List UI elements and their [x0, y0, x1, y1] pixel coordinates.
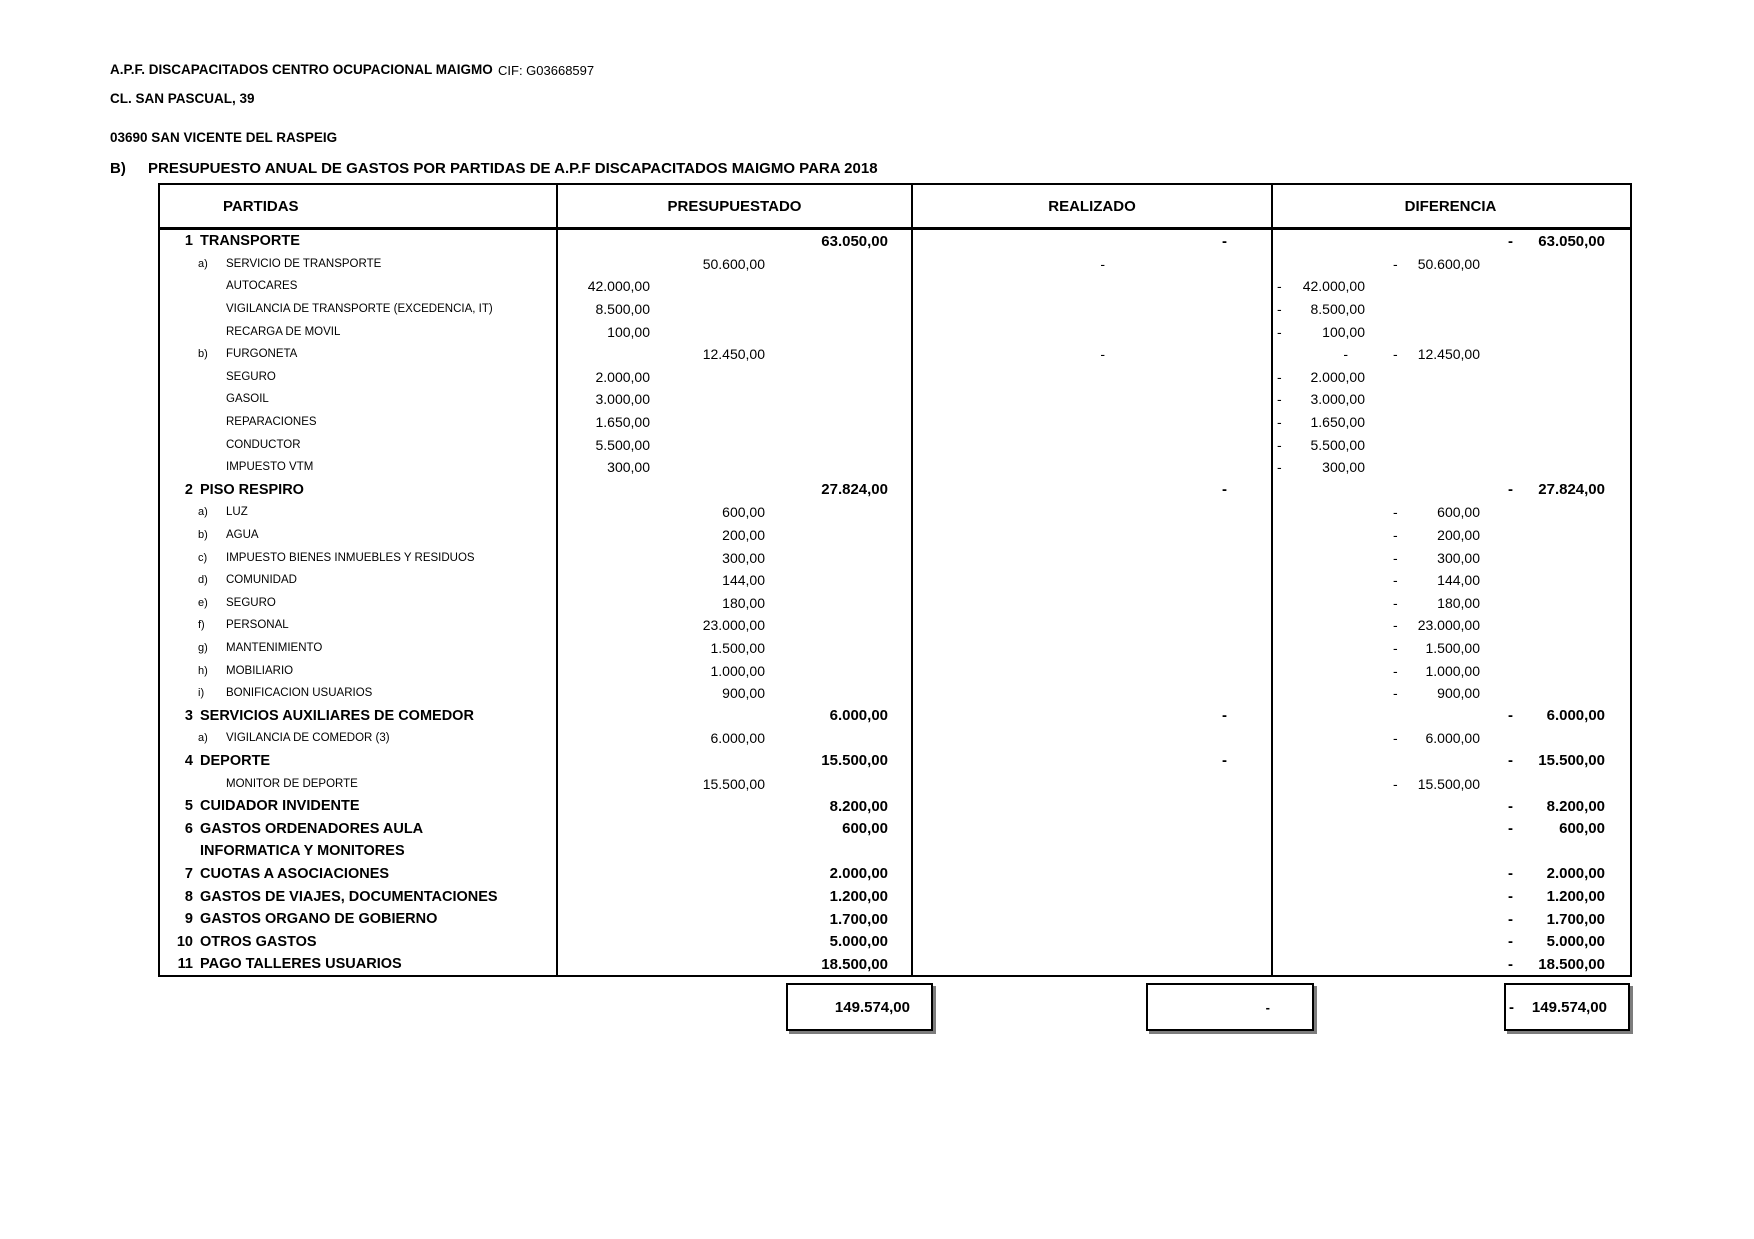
partida-number: 9 — [184, 911, 193, 928]
diferencia-minus: - — [1393, 639, 1398, 656]
realizado-dash: - — [1100, 255, 1105, 272]
diferencia-value: 5.500,00 — [1310, 436, 1365, 453]
realizado-dash: - — [1222, 232, 1227, 250]
diferencia-minus: - — [1277, 323, 1282, 340]
diferencia-value: 1.700,00 — [1546, 910, 1605, 928]
presupuestado-value: 600,00 — [842, 820, 888, 838]
diferencia-value: 900,00 — [1437, 685, 1480, 702]
partida-label: MANTENIMIENTO — [226, 641, 323, 654]
partida-label: MOBILIARIO — [226, 664, 294, 677]
diferencia-minus: - — [1277, 368, 1282, 385]
partida-letter: c) — [198, 551, 208, 564]
partida-label: MONITOR DE DEPORTE — [226, 777, 358, 790]
diferencia-value: 5.000,00 — [1546, 933, 1605, 951]
table-row — [160, 298, 1630, 321]
table-row — [160, 433, 1630, 456]
diferencia-value: 600,00 — [1437, 504, 1480, 521]
presupuestado-value: 200,00 — [722, 527, 765, 544]
partida-letter: b) — [198, 529, 208, 542]
presupuestado-value: 50.600,00 — [702, 255, 765, 272]
table-row — [160, 479, 1630, 502]
diferencia-minus: - — [1508, 752, 1513, 770]
diferencia-value: 1.200,00 — [1546, 888, 1605, 906]
realizado-dash: - — [1222, 752, 1227, 770]
presupuestado-value: 1.650,00 — [595, 414, 650, 431]
diferencia-value: 100,00 — [1322, 323, 1365, 340]
diferencia-value: 23.000,00 — [1417, 617, 1480, 634]
doc-title: PRESUPUESTO ANUAL DE GASTOS POR PARTIDAS DE A.P.F DISCAPACITADOS MAIGMO PARA 2018 — [148, 160, 878, 177]
table-row — [160, 727, 1630, 750]
partida-label: TRANSPORTE — [200, 233, 300, 250]
table-row — [160, 592, 1630, 615]
section-letter: B) — [110, 160, 126, 177]
diferencia-minus: - — [1393, 346, 1398, 363]
presupuestado-value: 23.000,00 — [702, 617, 765, 634]
table-header-row — [160, 185, 1630, 230]
table-row — [160, 366, 1630, 389]
partida-letter: i) — [198, 687, 205, 700]
partida-label: CONDUCTOR — [226, 438, 301, 451]
diferencia-value: 18.500,00 — [1538, 955, 1605, 973]
partida-label: OTROS GASTOS — [200, 933, 317, 950]
partida-label: VIGILANCIA DE TRANSPORTE (EXCEDENCIA, IT) — [226, 303, 493, 316]
presupuestado-value: 300,00 — [607, 459, 650, 476]
partida-letter: h) — [198, 664, 208, 677]
diferencia-minus: - — [1393, 504, 1398, 521]
presupuestado-value: 600,00 — [722, 504, 765, 521]
diferencia-minus: - — [1393, 527, 1398, 544]
diferencia-value: 1.500,00 — [1425, 639, 1480, 656]
presupuestado-value: 42.000,00 — [587, 278, 650, 295]
diferencia-value: 3.000,00 — [1310, 391, 1365, 408]
presupuestado-value: 144,00 — [722, 572, 765, 589]
diferencia-value: 63.050,00 — [1538, 232, 1605, 250]
partida-label: INFORMATICA Y MONITORES — [200, 843, 405, 860]
diferencia-value: 200,00 — [1437, 527, 1480, 544]
table-body — [160, 230, 1630, 976]
diferencia-minus: - — [1393, 685, 1398, 702]
diferencia-value: 15.500,00 — [1538, 752, 1605, 770]
partida-label: GASTOS ORDENADORES AULA — [200, 820, 424, 837]
partida-label: VIGILANCIA DE COMEDOR (3) — [226, 732, 390, 745]
diferencia-value: 2.000,00 — [1310, 368, 1365, 385]
diferencia-minus: - — [1508, 910, 1513, 928]
table-row — [160, 614, 1630, 637]
partida-label: DEPORTE — [200, 752, 271, 769]
partida-letter: a) — [198, 506, 208, 519]
diferencia-minus: - — [1508, 820, 1513, 838]
partida-label: FURGONETA — [226, 348, 298, 361]
partida-label: COMUNIDAD — [226, 574, 297, 587]
diferencia-minus: - — [1393, 549, 1398, 566]
table-row — [160, 840, 1630, 863]
partida-label: CUOTAS A ASOCIACIONES — [200, 865, 390, 882]
table-row — [160, 908, 1630, 931]
presupuestado-value: 1.500,00 — [710, 639, 765, 656]
partida-label: SERVICIO DE TRANSPORTE — [226, 257, 382, 270]
presupuestado-value: 8.500,00 — [595, 301, 650, 318]
diferencia-value: 144,00 — [1437, 572, 1480, 589]
diferencia-value: 12.450,00 — [1417, 346, 1480, 363]
diferencia-minus: - — [1393, 594, 1398, 611]
table-row — [160, 659, 1630, 682]
partida-label: RECARGA DE MOVIL — [226, 325, 341, 338]
presupuestado-value: 6.000,00 — [710, 730, 765, 747]
partida-label: GASTOS ORGANO DE GOBIERNO — [200, 911, 438, 928]
partida-letter: a) — [198, 732, 208, 745]
diferencia-value: 180,00 — [1437, 594, 1480, 611]
partida-label: PAGO TALLERES USUARIOS — [200, 956, 402, 973]
partida-letter: f) — [198, 619, 205, 632]
table-row — [160, 546, 1630, 569]
diferencia-value: 300,00 — [1437, 549, 1480, 566]
table-row — [160, 253, 1630, 276]
diferencia-value: 42.000,00 — [1302, 278, 1365, 295]
partida-label: SEGURO — [226, 596, 276, 609]
partida-letter: d) — [198, 574, 208, 587]
diferencia-minus: - — [1277, 301, 1282, 318]
diferencia-minus: - — [1508, 933, 1513, 951]
org-city: 03690 SAN VICENTE DEL RASPEIG — [110, 130, 338, 145]
diferencia-value: 300,00 — [1322, 459, 1365, 476]
table-row — [160, 750, 1630, 773]
partida-label: PERSONAL — [226, 619, 289, 632]
table-row — [160, 953, 1630, 976]
presupuestado-value: 180,00 — [722, 594, 765, 611]
table-row — [160, 682, 1630, 705]
presupuestado-value: 12.450,00 — [702, 346, 765, 363]
table-row — [160, 863, 1630, 886]
partida-letter: e) — [198, 596, 208, 609]
table-row — [160, 343, 1630, 366]
table-row — [160, 704, 1630, 727]
presupuestado-value: 5.500,00 — [595, 436, 650, 453]
diferencia-value: 600,00 — [1559, 820, 1605, 838]
org-name: A.P.F. DISCAPACITADOS CENTRO OCUPACIONAL MAIGMO — [110, 62, 493, 77]
partida-number: 2 — [184, 481, 193, 498]
partida-label: IMPUESTO VTM — [226, 461, 314, 474]
realizado-dash: - — [1222, 481, 1227, 499]
diferencia-value: 8.200,00 — [1546, 797, 1605, 815]
diferencia-minus: - — [1508, 888, 1513, 906]
presupuestado-value: 63.050,00 — [821, 232, 888, 250]
presupuestado-value: 100,00 — [607, 323, 650, 340]
diferencia-minus: - — [1277, 278, 1282, 295]
partida-label: SEGURO — [226, 370, 276, 383]
presupuestado-value: 15.500,00 — [702, 775, 765, 792]
diferencia-value: 6.000,00 — [1546, 707, 1605, 725]
total-realizado-box: - — [1146, 983, 1314, 1031]
presupuestado-value: 6.000,00 — [829, 707, 888, 725]
partida-label: SERVICIOS AUXILIARES DE COMEDOR — [200, 707, 474, 724]
org-address: CL. SAN PASCUAL, 39 — [110, 91, 255, 106]
partida-label: AUTOCARES — [226, 280, 298, 293]
column-header-realizado: REALIZADO — [1048, 197, 1136, 215]
realizado-dash: - — [1100, 346, 1105, 363]
presupuestado-value: 1.700,00 — [829, 910, 888, 928]
diferencia-minus: - — [1277, 459, 1282, 476]
diferencia-minus: - — [1393, 617, 1398, 634]
table-row — [160, 320, 1630, 343]
partida-label: GASOIL — [226, 393, 269, 406]
partida-number: 5 — [184, 798, 193, 815]
diferencia-value: 1.000,00 — [1425, 662, 1480, 679]
table-row — [160, 230, 1630, 253]
diferencia-value: 27.824,00 — [1538, 481, 1605, 499]
column-header-diferencia: DIFERENCIA — [1404, 197, 1497, 215]
presupuestado-value: 2.000,00 — [595, 368, 650, 385]
diferencia-minus: - — [1508, 955, 1513, 973]
presupuestado-value: 1.000,00 — [710, 662, 765, 679]
presupuestado-value: 1.200,00 — [829, 888, 888, 906]
presupuestado-value: 2.000,00 — [829, 865, 888, 883]
partida-label: IMPUESTO BIENES INMUEBLES Y RESIDUOS — [226, 551, 475, 564]
partida-label: AGUA — [226, 529, 259, 542]
partida-label: BONIFICACION USUARIOS — [226, 687, 373, 700]
diferencia-minus: - — [1277, 391, 1282, 408]
diferencia-value: 6.000,00 — [1425, 730, 1480, 747]
table-row — [160, 456, 1630, 479]
diferencia-minus: - — [1508, 797, 1513, 815]
presupuestado-value: 8.200,00 — [829, 797, 888, 815]
diferencia-minus: - — [1277, 436, 1282, 453]
table-row — [160, 885, 1630, 908]
budget-table — [158, 183, 1632, 977]
diferencia-minus: - — [1508, 481, 1513, 499]
presupuestado-value: 3.000,00 — [595, 391, 650, 408]
diferencia-value: 15.500,00 — [1417, 775, 1480, 792]
table-row — [160, 569, 1630, 592]
diferencia-dash: - — [1343, 346, 1348, 363]
partida-label: REPARACIONES — [226, 416, 317, 429]
diferencia-minus: - — [1508, 707, 1513, 725]
table-row — [160, 501, 1630, 524]
partida-number: 11 — [177, 956, 193, 973]
diferencia-minus: - — [1393, 662, 1398, 679]
diferencia-minus: - — [1393, 730, 1398, 747]
table-row — [160, 772, 1630, 795]
partida-number: 7 — [184, 865, 193, 882]
column-header-partidas: PARTIDAS — [223, 197, 299, 215]
presupuestado-value: 27.824,00 — [821, 481, 888, 499]
partida-number: 1 — [184, 233, 193, 250]
partida-letter: b) — [198, 348, 208, 361]
partida-number: 8 — [184, 888, 193, 905]
diferencia-value: 50.600,00 — [1417, 255, 1480, 272]
diferencia-value: 8.500,00 — [1310, 301, 1365, 318]
table-row — [160, 637, 1630, 660]
diferencia-value: 1.650,00 — [1310, 414, 1365, 431]
partida-label: PISO RESPIRO — [200, 481, 304, 498]
table-row — [160, 524, 1630, 547]
diferencia-minus: - — [1277, 414, 1282, 431]
partida-letter: a) — [198, 257, 208, 270]
table-row — [160, 275, 1630, 298]
presupuestado-value: 18.500,00 — [821, 955, 888, 973]
table-row — [160, 817, 1630, 840]
diferencia-minus: - — [1508, 865, 1513, 883]
diferencia-minus: - — [1393, 775, 1398, 792]
total-diferencia-value: 149.574,00 — [1531, 998, 1607, 1016]
presupuestado-value: 300,00 — [722, 549, 765, 566]
table-row — [160, 795, 1630, 818]
partida-number: 4 — [184, 752, 193, 769]
table-row — [160, 411, 1630, 434]
partida-number: 3 — [184, 707, 193, 724]
org-cif: CIF: G03668597 — [498, 63, 595, 78]
partida-label: CUIDADOR INVIDENTE — [200, 798, 360, 815]
table-row — [160, 930, 1630, 953]
partida-number: 6 — [184, 820, 193, 837]
diferencia-minus: - — [1393, 255, 1398, 272]
partida-label: GASTOS DE VIAJES, DOCUMENTACIONES — [200, 888, 498, 905]
diferencia-minus: - — [1393, 572, 1398, 589]
presupuestado-value: 900,00 — [722, 685, 765, 702]
total-presupuestado-box: 149.574,00 — [786, 983, 933, 1031]
diferencia-value: 2.000,00 — [1546, 865, 1605, 883]
presupuestado-value: 5.000,00 — [829, 933, 888, 951]
total-diferencia-minus: - — [1509, 998, 1514, 1016]
presupuestado-value: 15.500,00 — [821, 752, 888, 770]
column-header-presupuestado: PRESUPUESTADO — [667, 197, 802, 215]
total-diferencia-box — [1504, 983, 1630, 1031]
table-row — [160, 388, 1630, 411]
partida-label: LUZ — [226, 506, 248, 519]
partida-letter: g) — [198, 641, 208, 654]
partida-number: 10 — [176, 933, 193, 950]
diferencia-minus: - — [1508, 232, 1513, 250]
realizado-dash: - — [1222, 707, 1227, 725]
